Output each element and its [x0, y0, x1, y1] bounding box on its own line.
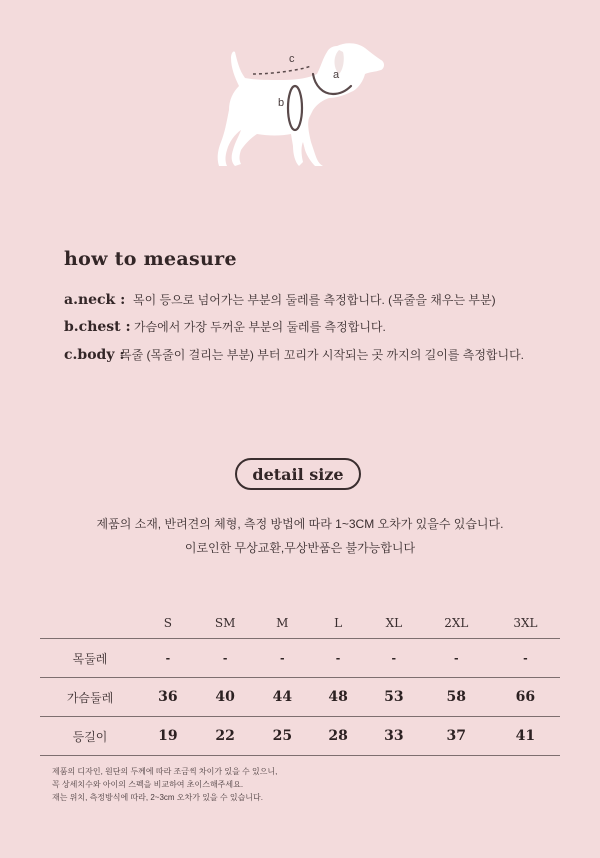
table-cell: - — [196, 639, 255, 678]
footnote: 제품의 디자인, 원단의 두께에 따라 조금씩 차이가 있을 수 있으니, — [52, 767, 278, 776]
row-label: 등길이 — [40, 717, 140, 756]
how-to-measure-title: how to measure — [64, 248, 237, 270]
table-cell: 33 — [366, 717, 422, 756]
table-cell: - — [140, 639, 196, 678]
exchange-notice: 이로인한 무상교환,무상반품은 불가능합니다 — [184, 541, 416, 555]
measure-item-neck — [64, 291, 496, 308]
size-header: SM — [196, 608, 255, 639]
table-cell: - — [310, 639, 366, 678]
measure-desc: 목줄 (목줄이 걸리는 부분) 부터 꼬리가 시작되는 곳 까지의 길이를 측정합니다. — [120, 348, 525, 362]
row-label: 목둘레 — [40, 639, 140, 678]
table-cell: 41 — [491, 717, 560, 756]
detail-size-title: detail size — [235, 458, 361, 490]
dog-measurement-diagram — [205, 34, 395, 184]
measure-desc: 가슴에서 가장 두꺼운 부분의 둘레를 측정합니다. — [134, 320, 386, 334]
table-cell: - — [254, 639, 310, 678]
size-header: L — [310, 608, 366, 639]
size-header: 3XL — [491, 608, 560, 639]
table-cell: 53 — [366, 678, 422, 717]
table-cell: 28 — [310, 717, 366, 756]
size-header: XL — [366, 608, 422, 639]
measure-term: a.neck : — [64, 292, 126, 308]
footnote: 꼭 상세치수와 아이의 스펙을 비교하여 초이스해주세요. — [52, 780, 244, 789]
table-cell: 48 — [310, 678, 366, 717]
size-notice: 제품의 소재, 반려견의 체형, 측정 방법에 따라 1~3CM 오차가 있을수 있습니다. — [96, 517, 504, 531]
table-cell: 66 — [491, 678, 560, 717]
footnote: 재는 위치, 측정방식에 따라, 2~3cm 오차가 있을 수 있습니다. — [52, 793, 263, 802]
table-cell: 25 — [254, 717, 310, 756]
size-header: M — [254, 608, 310, 639]
table-cell: 44 — [254, 678, 310, 717]
table-cell: 40 — [196, 678, 255, 717]
measure-desc: 목이 등으로 넘어가는 부분의 둘레를 측정합니다. (목줄을 채우는 부분) — [133, 293, 496, 307]
size-table — [40, 608, 560, 756]
measure-term: c.body : — [64, 347, 125, 363]
label-a: a — [333, 69, 340, 81]
dog-silhouette-icon — [205, 34, 395, 184]
measure-term: b.chest : — [64, 319, 131, 335]
size-header: 2XL — [422, 608, 491, 639]
size-header-row — [40, 608, 560, 639]
measure-item-chest — [64, 318, 386, 335]
row-label: 가슴둘레 — [40, 678, 140, 717]
table-cell: 36 — [140, 678, 196, 717]
table-cell: 58 — [422, 678, 491, 717]
label-c: c — [289, 53, 295, 65]
table-cell: - — [366, 639, 422, 678]
label-b: b — [278, 97, 285, 109]
size-header: S — [140, 608, 196, 639]
header-corner — [40, 608, 140, 639]
table-cell: 22 — [196, 717, 255, 756]
table-cell: - — [491, 639, 560, 678]
measure-item-body — [64, 346, 524, 363]
table-cell: 19 — [140, 717, 196, 756]
table-cell: 37 — [422, 717, 491, 756]
table-row-chest — [40, 678, 560, 717]
table-row-body — [40, 717, 560, 756]
table-cell: - — [422, 639, 491, 678]
table-row-neck — [40, 639, 560, 678]
